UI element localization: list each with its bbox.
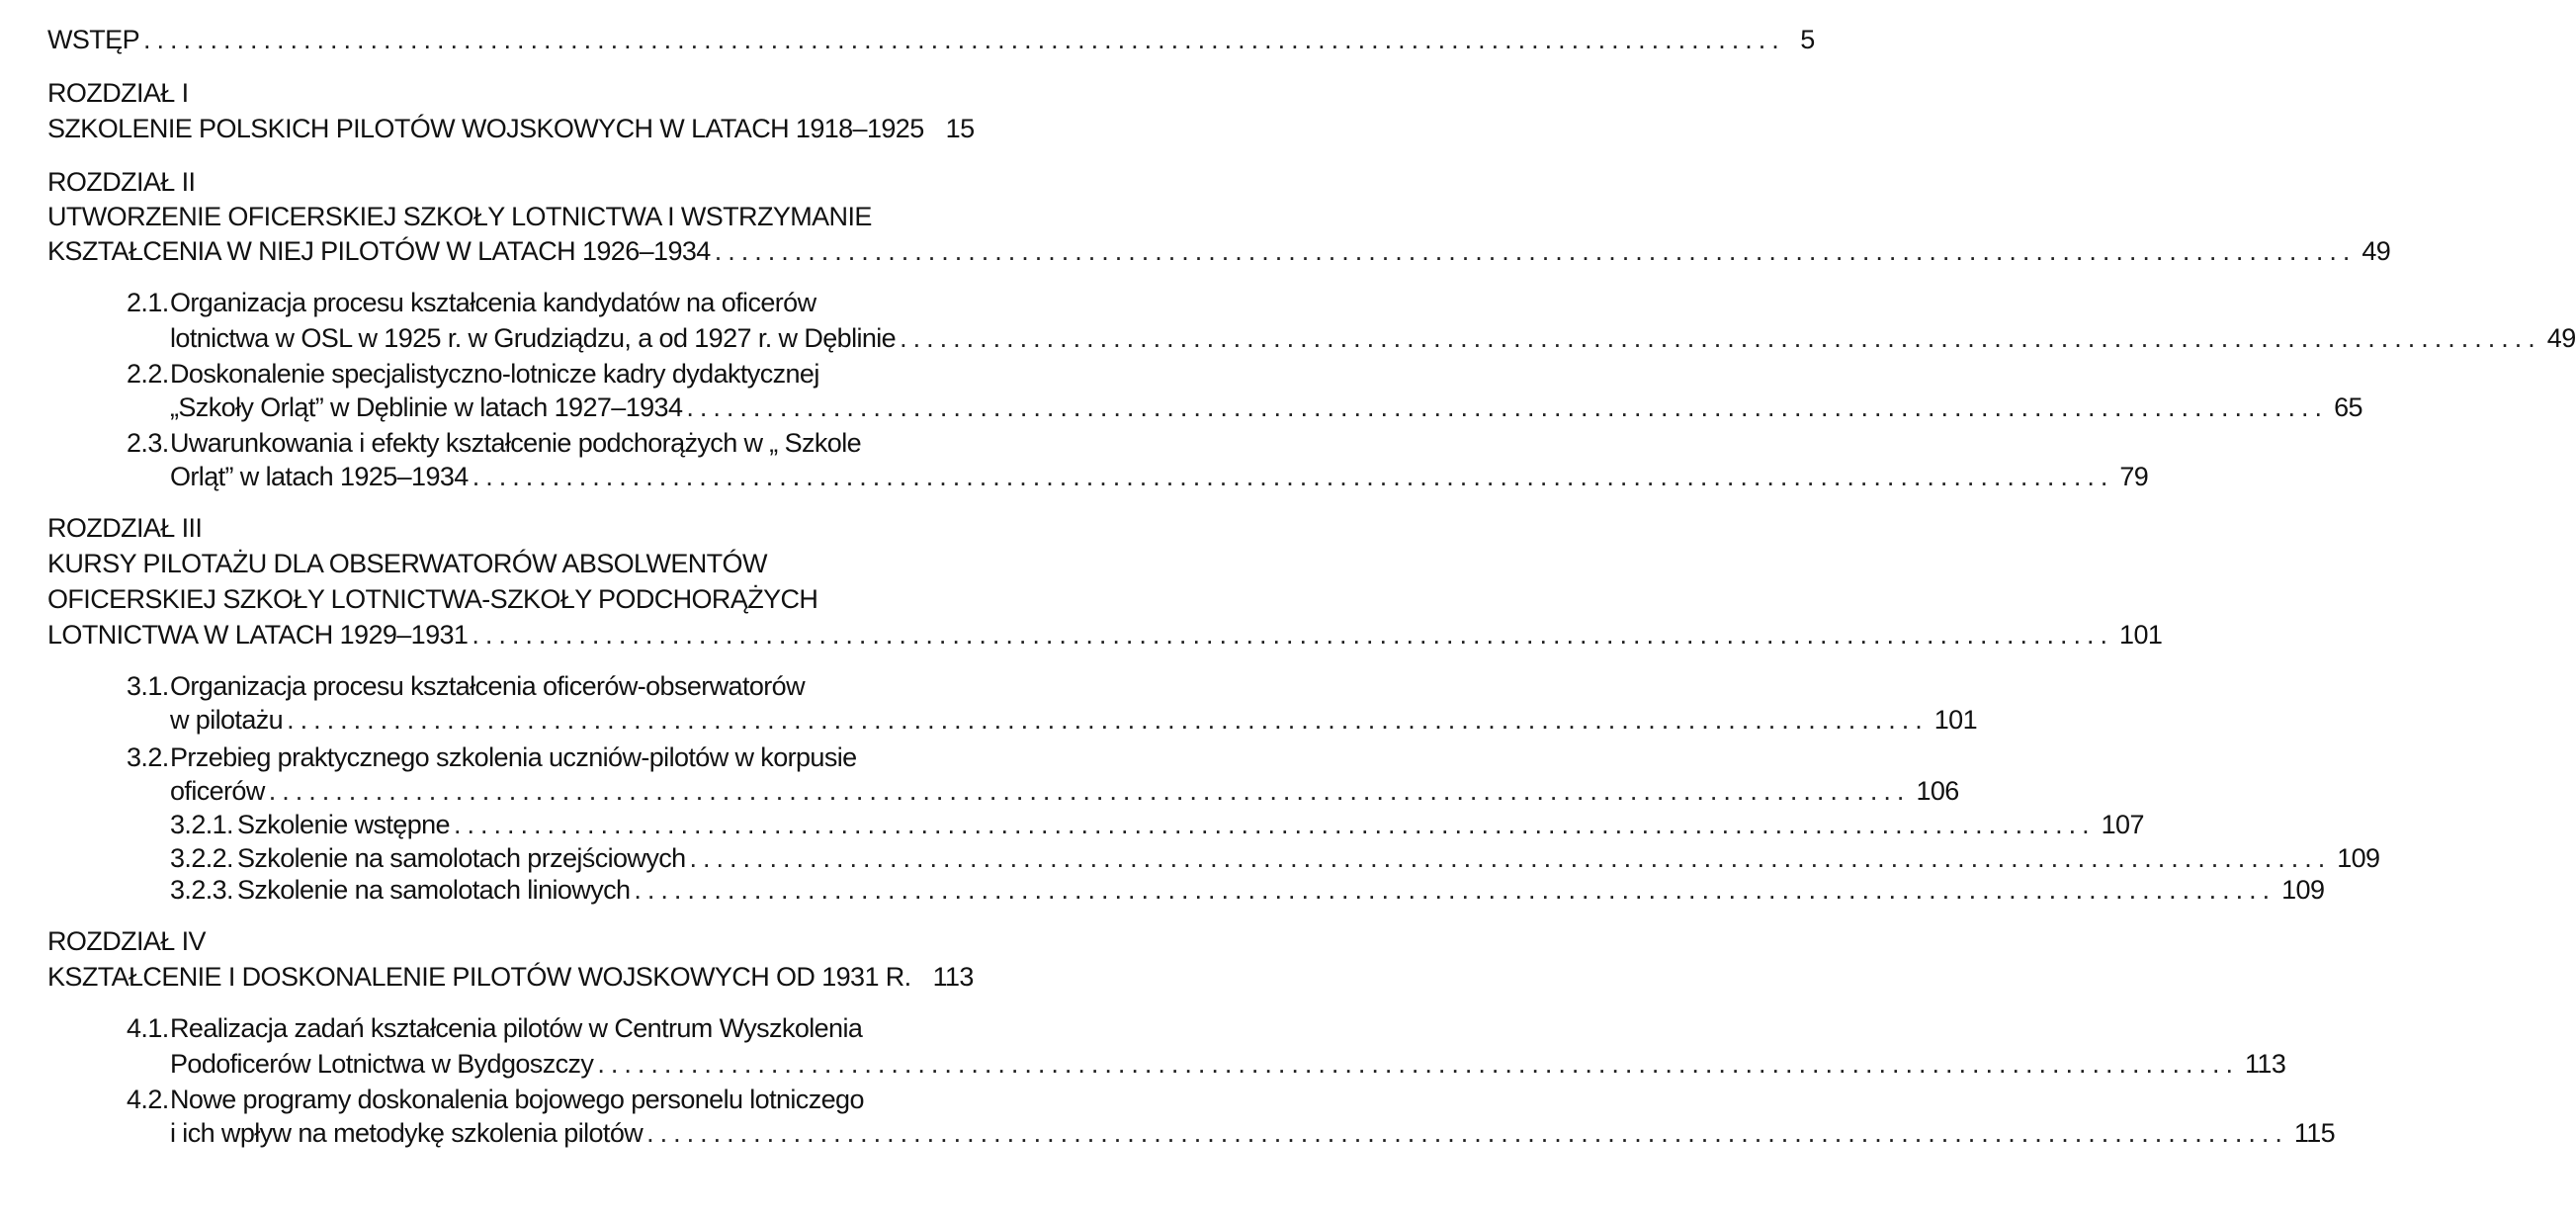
dot-leader: ........................................................................................................................... (900, 323, 2541, 353)
toc-entry-section-4-2 (170, 1117, 2336, 1149)
toc-entry-title: WSTĘP (47, 25, 140, 54)
toc-page-number: 49 (2361, 236, 2391, 266)
chapter-title: SZKOLENIE POLSKICH PILOTÓW WOJSKOWYCH W LATACH 1918–1925 (47, 114, 924, 143)
toc-page-number: 101 (1933, 705, 1978, 735)
dot-leader: ........................................................................................................................... (714, 236, 2357, 266)
subsection-number: 3.2.2. (170, 843, 233, 873)
section-line (127, 358, 819, 390)
chapter-label-text: ROZDZIAŁ I (47, 78, 189, 108)
toc-page-number: 49 (2546, 323, 2576, 353)
toc-entry-section-3-1 (170, 704, 1978, 736)
chapter-title: OFICERSKIEJ SZKOŁY LOTNICTWA-SZKOŁY PODCHORĄŻYCH (47, 584, 818, 614)
toc-entry-chapter-4 (47, 961, 974, 993)
section-line (127, 427, 861, 459)
section-number: 3.1. (127, 671, 169, 701)
chapter-label-text: ROZDZIAŁ III (47, 513, 203, 543)
toc-page-number: 107 (2101, 810, 2144, 839)
chapter-title: UTWORZENIE OFICERSKIEJ SZKOŁY LOTNICTWA I WSTRZYMANIE (47, 202, 872, 231)
dot-leader: ........................................................................................................................... (646, 1118, 2288, 1148)
section-number: 4.1. (127, 1013, 169, 1043)
section-title: Uwarunkowania i efekty kształcenie podchorążych w „ Szkole (170, 428, 862, 458)
section-title: lotnictwa w OSL w 1925 r. w Grudziądzu, a od 1927 r. w Dęblinie (170, 323, 897, 353)
toc-entry-intro (47, 24, 1815, 55)
chapter-label-text: ROZDZIAŁ II (47, 167, 196, 197)
toc-page-number: 115 (2293, 1118, 2336, 1148)
chapter-title: KSZTAŁCENIE I DOSKONALENIE PILOTÓW WOJSKOWYCH OD 1931 R. (47, 962, 911, 992)
chapter-label-text: ROZDZIAŁ IV (47, 926, 206, 956)
dot-leader: ........................................................................................................................... (472, 462, 2114, 491)
toc-entry-section-2-2 (170, 392, 2362, 423)
dot-leader: ........................................................................................................................... (686, 392, 2329, 422)
toc-page-number: 113 (2245, 1049, 2286, 1079)
dot-leader: ........................................................................................................................... (597, 1049, 2239, 1079)
section-title: oficerów (170, 776, 265, 806)
toc-page-number: 109 (2337, 843, 2380, 873)
chapter-title-line (47, 548, 767, 579)
section-number: 4.2. (127, 1085, 169, 1114)
dot-leader: ........................................................................................................................... (453, 810, 2096, 839)
section-line (127, 287, 816, 318)
toc-page-number: 5 (1800, 25, 1815, 54)
chapter-title-line (47, 201, 872, 232)
toc-page-number: 65 (2334, 392, 2362, 422)
dot-leader: ........................................................................................................................... (472, 620, 2114, 650)
chapter-title: LOTNICTWA W LATACH 1929–1931 (47, 620, 469, 650)
section-title: Orląt” w latach 1925–1934 (170, 462, 469, 491)
section-line (127, 741, 857, 773)
chapter-label (47, 166, 195, 198)
toc-page-number: 109 (2281, 875, 2325, 905)
dot-leader: ........................................................................................................................... (143, 25, 1785, 54)
section-title: Podoficerów Lotnictwa w Bydgoszczy (170, 1049, 594, 1079)
toc-entry-section-3-2 (170, 775, 1959, 807)
chapter-title-line (47, 583, 817, 615)
dot-leader: ........................................................................................................................... (287, 705, 1929, 735)
section-title: i ich wpływ na metodykę szkolenia pilotów (170, 1118, 644, 1148)
toc-entry-chapter-3 (47, 619, 2163, 651)
section-number: 2.2. (127, 359, 169, 389)
section-line (127, 1012, 862, 1044)
toc-entry-subsection-3-2-3 (170, 874, 2325, 906)
toc-page-number: 101 (2119, 620, 2163, 650)
section-title: Doskonalenie specjalistyczno-lotnicze kadry dydaktycznej (170, 359, 819, 389)
subsection-title: Szkolenie wstępne (237, 810, 450, 839)
toc-page-number: 113 (932, 962, 974, 992)
chapter-title: KSZTAŁCENIA W NIEJ PILOTÓW W LATACH 1926–1934 (47, 236, 711, 266)
subsection-title: Szkolenie na samolotach przejściowych (237, 843, 686, 873)
toc-entry-section-4-1 (170, 1048, 2286, 1080)
section-title: Organizacja procesu kształcenia kandydatów na oficerów (170, 288, 816, 317)
subsection-title: Szkolenie na samolotach liniowych (237, 875, 631, 905)
section-title: Organizacja procesu kształcenia oficerów-obserwatorów (170, 671, 806, 701)
subsection-number: 3.2.3. (170, 875, 233, 905)
section-line (127, 670, 805, 702)
dot-leader: ........................................................................................................................... (689, 843, 2332, 873)
toc-page-number: 79 (2119, 462, 2149, 491)
toc-entry-section-2-1 (170, 322, 2576, 354)
dot-leader: ........................................................................................................................... (634, 875, 2276, 905)
section-title: „Szkoły Orląt” w Dęblinie w latach 1927–1934 (170, 392, 683, 422)
toc-entry-section-2-3 (170, 461, 2149, 492)
toc-page-number: 106 (1916, 776, 1959, 806)
section-number: 2.1. (127, 288, 169, 317)
toc-entry-chapter-2 (47, 235, 2391, 267)
chapter-label (47, 512, 202, 544)
chapter-title: KURSY PILOTAŻU DLA OBSERWATORÓW ABSOLWENTÓW (47, 549, 767, 578)
section-title: Nowe programy doskonalenia bojowego personelu lotniczego (170, 1085, 864, 1114)
toc-entry-subsection-3-2-1 (170, 809, 2144, 840)
chapter-label (47, 925, 206, 957)
subsection-number: 3.2.1. (170, 810, 233, 839)
section-number: 2.3. (127, 428, 169, 458)
section-title: w pilotażu (170, 705, 284, 735)
section-title: Przebieg praktycznego szkolenia uczniów-pilotów w korpusie (170, 742, 857, 772)
dot-leader: ........................................................................................................................... (268, 776, 1911, 806)
toc-entry-chapter-1 (47, 113, 975, 144)
chapter-label (47, 77, 189, 109)
section-number: 3.2. (127, 742, 169, 772)
toc-entry-subsection-3-2-2 (170, 842, 2380, 874)
toc-page-number: 15 (945, 114, 975, 143)
section-line (127, 1084, 864, 1115)
section-title: Realizacja zadań kształcenia pilotów w Centrum Wyszkolenia (170, 1013, 863, 1043)
